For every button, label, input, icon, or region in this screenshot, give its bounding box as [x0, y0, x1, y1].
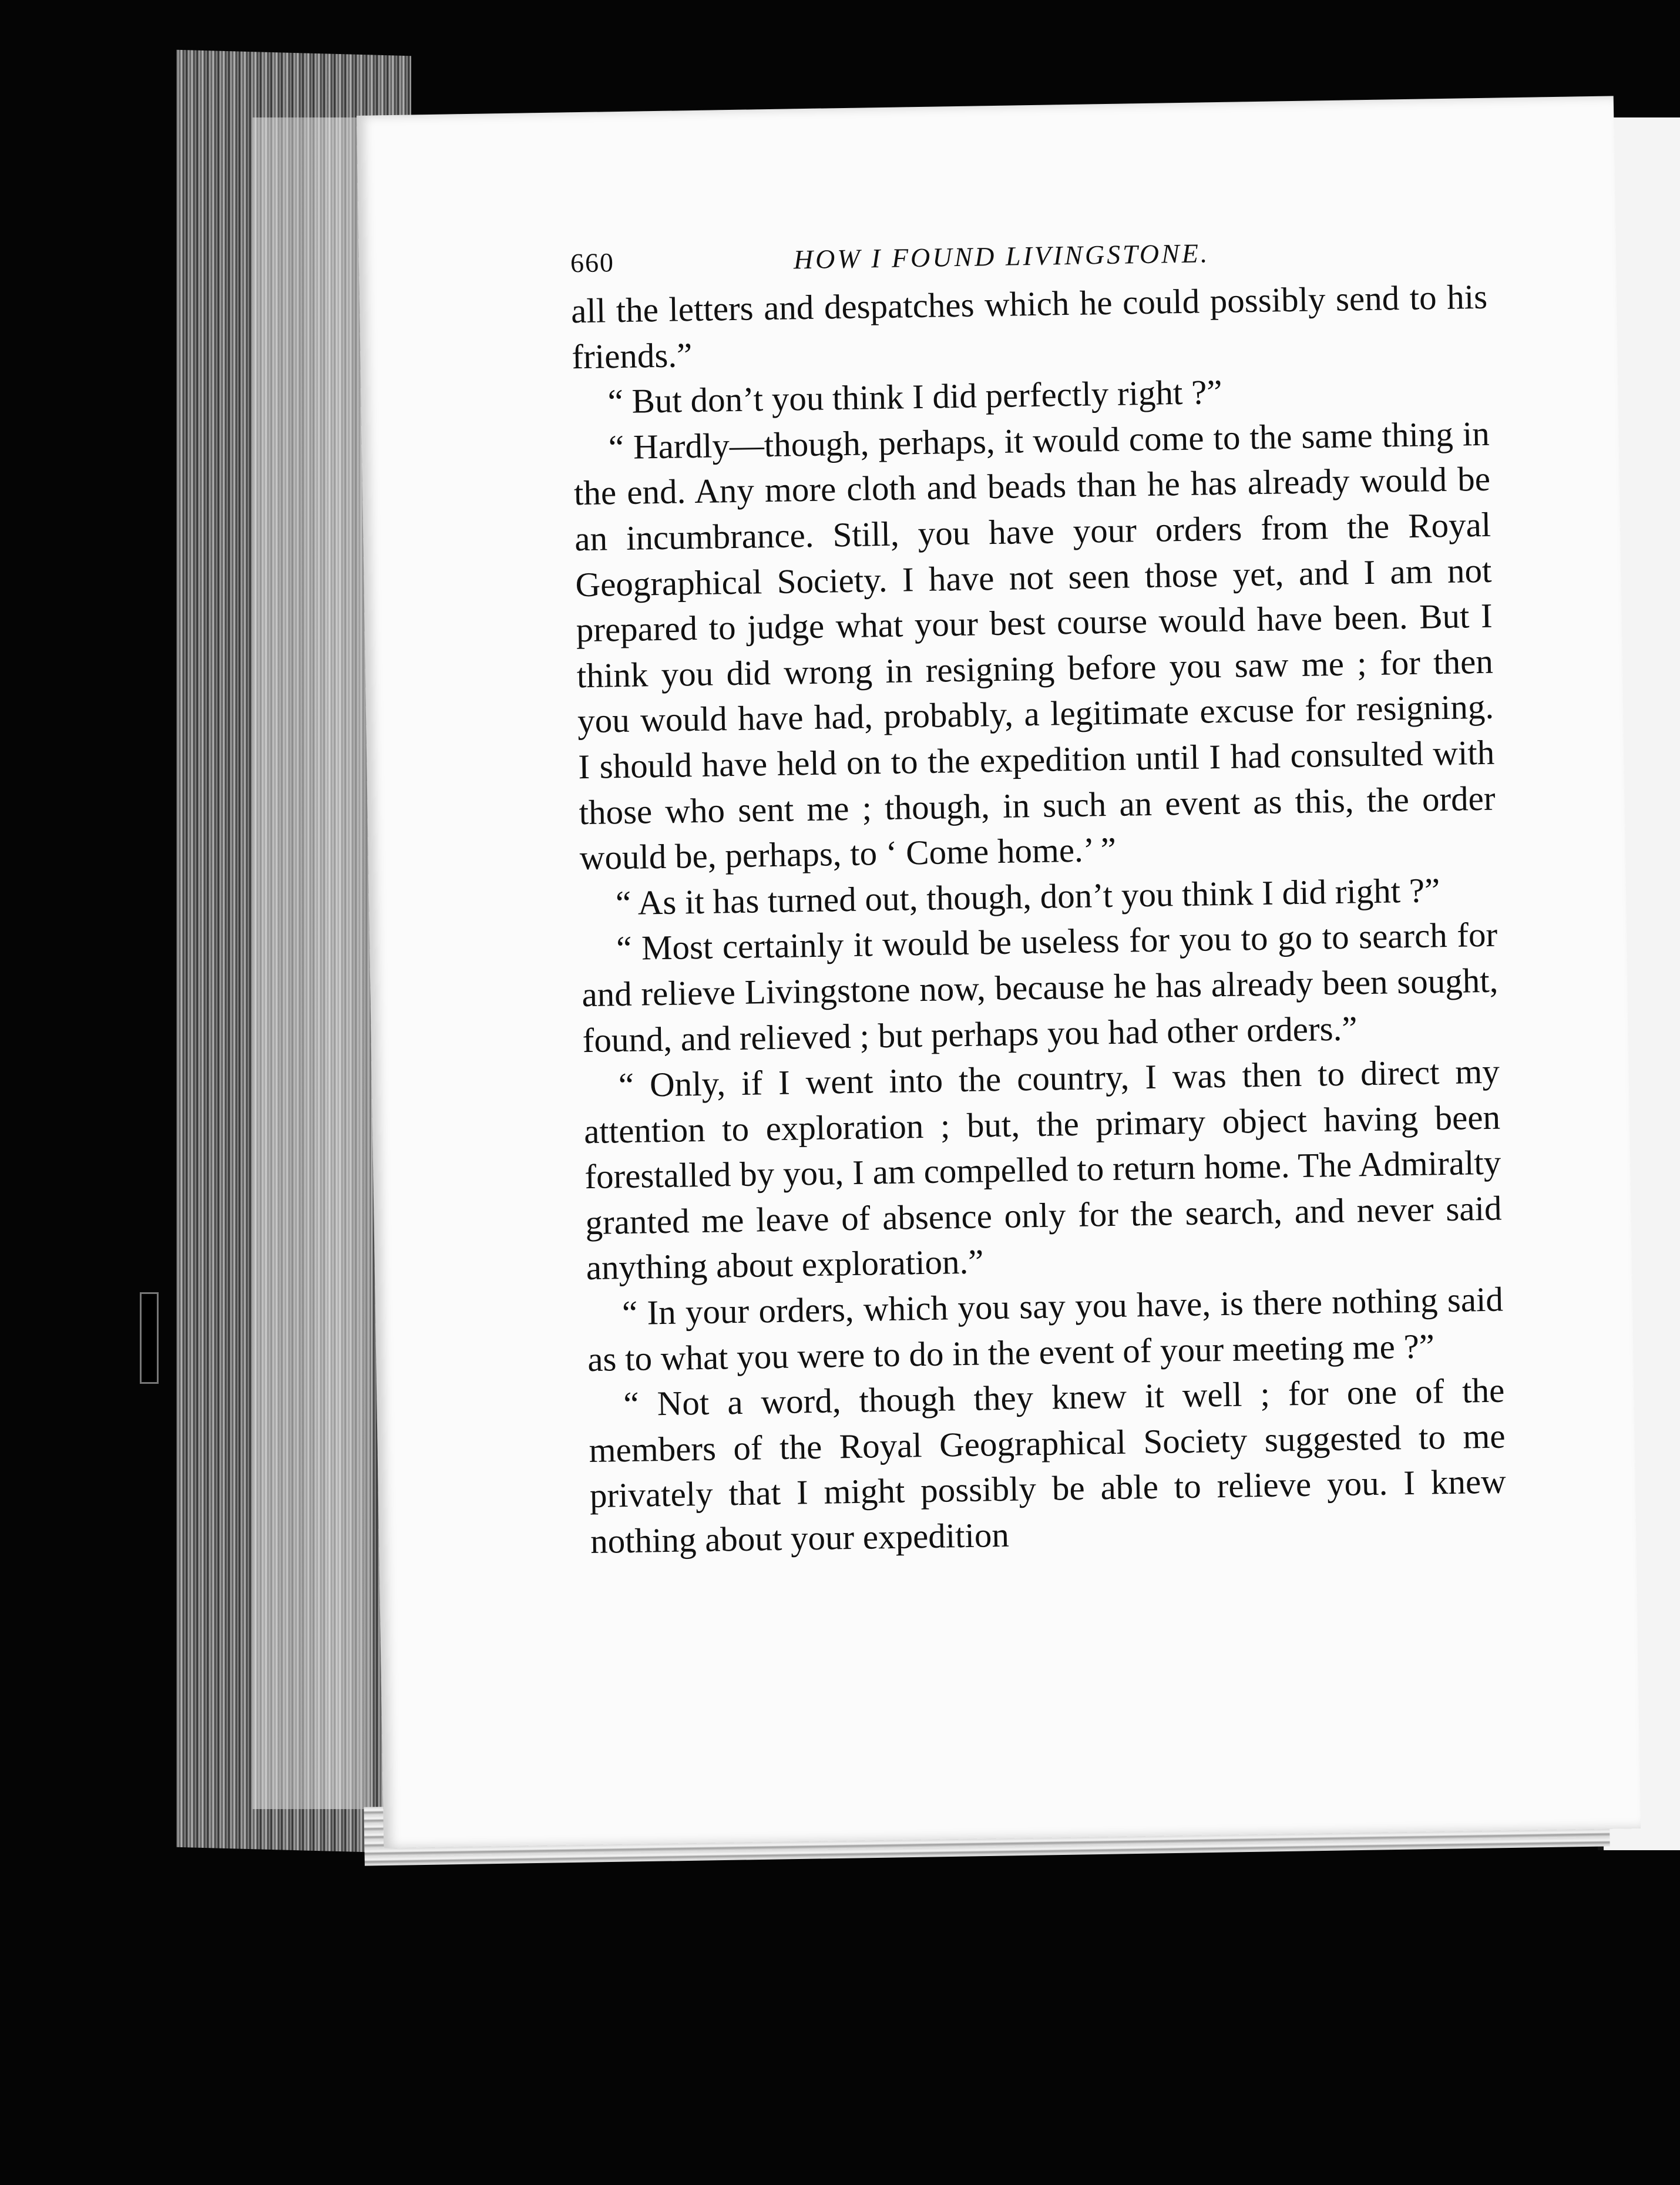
paragraph: “ As it has turned out, though, don’t you think I did right ?” [615, 870, 1440, 922]
paragraph: “ But don’t you think I did perfectly right ?” [607, 372, 1222, 421]
paragraph: “ In your orders, which you say you have, is there nothing said as to what you were to do in the event of your meeting me ?” [587, 1279, 1504, 1379]
paragraph: all the letters and despatches which he could possibly send to his friends.” [570, 277, 1488, 376]
book-page [357, 96, 1641, 1848]
book-page-edges-highlight [253, 117, 370, 1809]
body-text [571, 274, 1507, 1565]
text-block [570, 233, 1507, 1565]
running-title: HOW I FOUND LIVINGSTONE. [793, 238, 1210, 275]
paragraph: “ Hardly—though, perhaps, it would come to the same thing in the end. Any more cloth and beads than he has already would be an incumbrance. Still, you have your orders from the Royal Geographical Society. I have not seen those yet, and I am not prepared to judge what your best course would have been. But I think you did wrong in resigning before you saw me ; for then you would have had, probably, a legitimate excuse for resigning. I should have held on to the expedition until I had consulted with those who sent me ; though, in such an event as this, the order would be, perhaps, to ‘ Come home.’ ” [573, 414, 1496, 878]
page-number: 660 [570, 247, 615, 278]
paragraph: “ Most certainly it would be useless for you to go to search for and relieve Livingstone now, because he has already been sought, found, and relieved ; but perhaps you had other orders.” [581, 915, 1498, 1060]
paragraph: “ Only, if I went into the country, I was then to direct my attention to exploration ; but, the primary object having been forestalled by you, I am compelled to return home. The Admiralty granted me leave of absence only for the search, and never said anything about exploration.” [583, 1051, 1502, 1288]
paragraph: “ Not a word, though they knew it well ; for one of the members of the Royal Geographical Society suggested to me privately that I might possibly be able to relieve you. I knew nothing about your expedition [589, 1370, 1507, 1561]
bookmark-tab [140, 1292, 159, 1384]
